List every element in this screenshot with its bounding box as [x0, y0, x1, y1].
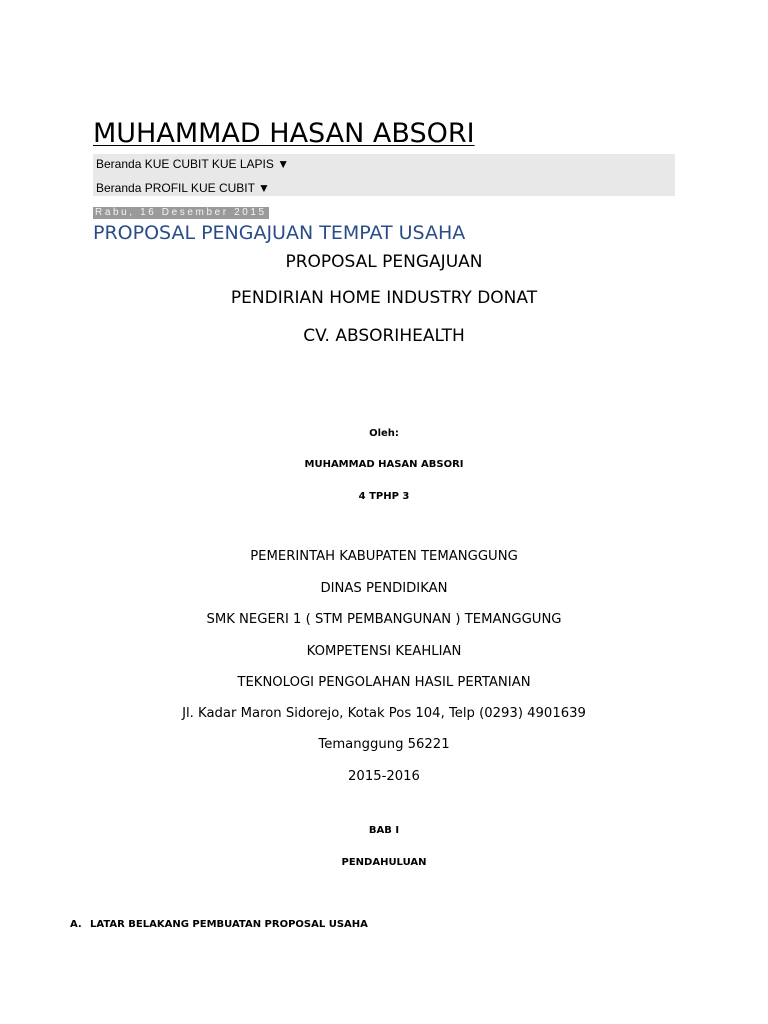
- section-title: LATAR BELAKANG PEMBUATAN PROPOSAL USAHA: [90, 919, 368, 930]
- section-heading: [70, 918, 368, 932]
- post-title-link[interactable]: PROPOSAL PENGAJUAN TEMPAT USAHA: [93, 222, 466, 244]
- navigation-bar: [93, 154, 675, 196]
- author-class: 4 TPHP 3: [358, 491, 410, 502]
- institution-competency-label: KOMPETENSI KEAHLIAN: [306, 644, 462, 659]
- institution-address: Jl. Kadar Maron Sidorejo, Kotak Pos 104, Telp (0293) 4901639: [182, 706, 586, 721]
- institution-competency: TEKNOLOGI PENGOLAHAN HASIL PERTANIAN: [237, 675, 531, 690]
- post-date-header: Rabu, 16 Desember 2015: [95, 207, 267, 218]
- cover-title-line-3: CV. ABSORIHEALTH: [303, 326, 465, 346]
- institution-school: SMK NEGERI 1 ( STM PEMBANGUNAN ) TEMANGGUNG: [206, 612, 562, 627]
- institution-year: 2015-2016: [348, 769, 420, 784]
- chapter-number: BAB I: [368, 825, 400, 836]
- institution-city: Temanggung 56221: [318, 737, 450, 752]
- cover-title-line-2: PENDIRIAN HOME INDUSTRY DONAT: [230, 288, 538, 308]
- author-by-label: Oleh:: [369, 428, 399, 439]
- nav-menu-row-1[interactable]: Beranda KUE CUBIT KUE LAPIS ▼: [96, 157, 290, 171]
- author-name: MUHAMMAD HASAN ABSORI: [304, 459, 464, 470]
- nav-menu-row-2[interactable]: Beranda PROFIL KUE CUBIT ▼: [96, 181, 270, 195]
- chapter-title: PENDAHULUAN: [341, 857, 427, 868]
- cover-title-line-1: PROPOSAL PENGAJUAN: [285, 252, 483, 272]
- section-marker: A.: [70, 919, 82, 930]
- blog-title-link[interactable]: MUHAMMAD HASAN ABSORI: [93, 118, 475, 149]
- institution-government: PEMERINTAH KABUPATEN TEMANGGUNG: [250, 549, 518, 564]
- institution-department: DINAS PENDIDIKAN: [320, 581, 448, 596]
